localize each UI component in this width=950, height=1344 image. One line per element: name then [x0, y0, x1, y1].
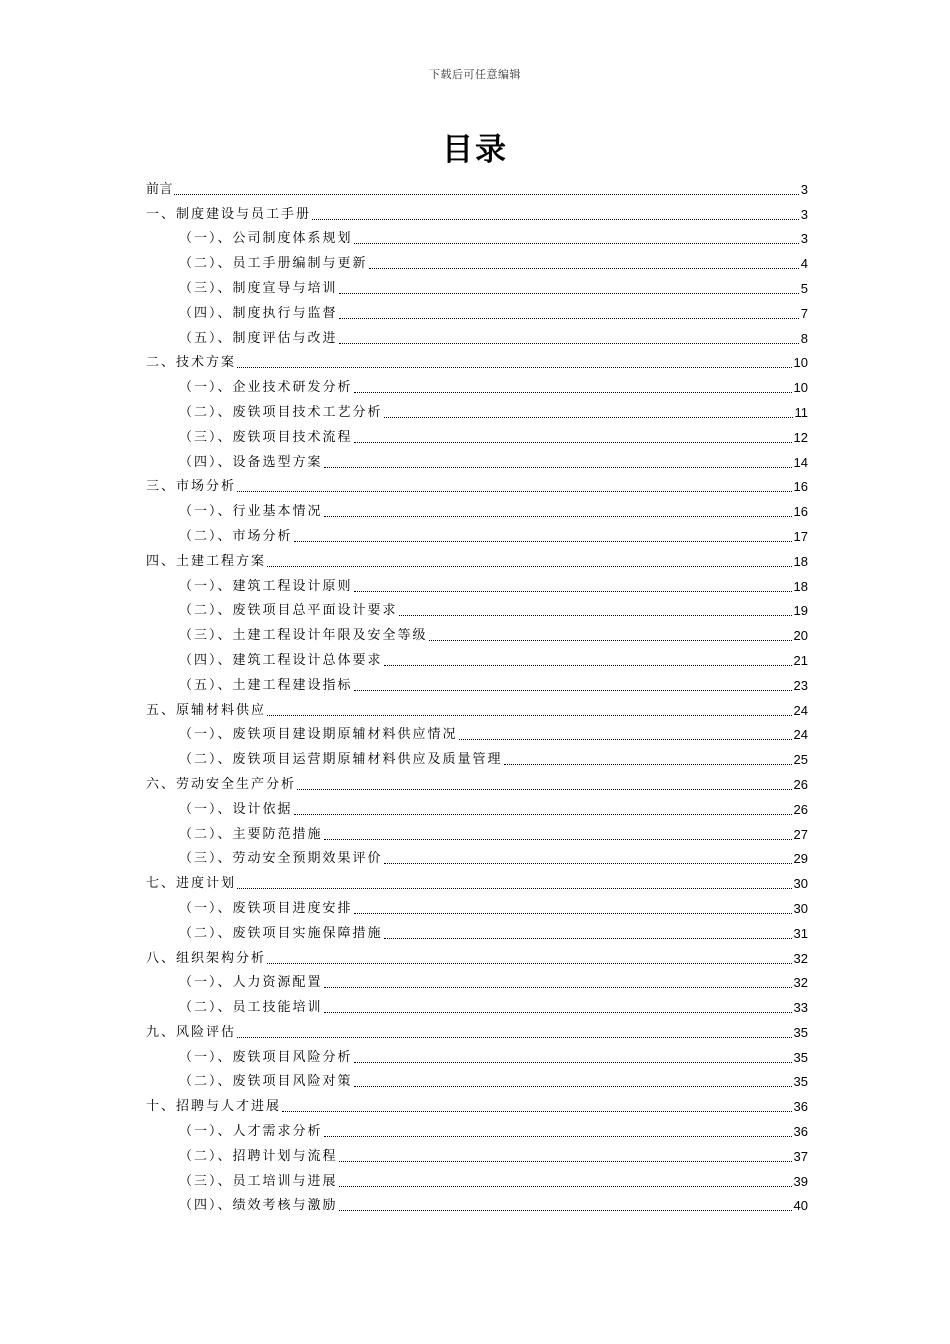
toc-entry-page-number: 18	[793, 578, 808, 594]
toc-entry-page-number: 35	[793, 1049, 808, 1065]
toc-entry-label: （二）、市场分析	[179, 528, 293, 544]
toc-section-entry[interactable]	[146, 893, 808, 918]
toc-dot-leader	[384, 863, 792, 864]
toc-dot-leader	[324, 516, 792, 517]
toc-entry-label: 一、制度建设与员工手册	[146, 206, 312, 222]
toc-entry-label: （一）、废铁项目风险分析	[179, 1049, 353, 1065]
toc-chapter-entry[interactable]	[146, 1091, 808, 1116]
toc-entry-page-number: 16	[793, 504, 808, 520]
toc-section-entry[interactable]	[146, 1166, 808, 1191]
toc-entry-page-number: 17	[793, 528, 808, 544]
toc-entry-label: （一）、企业技术研发分析	[179, 380, 353, 396]
toc-entry-page-number: 32	[793, 950, 808, 966]
toc-section-entry[interactable]	[146, 571, 808, 596]
toc-entry-page-number: 31	[793, 925, 808, 941]
toc-chapter-entry[interactable]	[146, 472, 808, 497]
toc-entry-page-number: 26	[793, 801, 808, 817]
toc-entry-label: （一）、人才需求分析	[179, 1124, 323, 1140]
toc-entry-label: 九、风险评估	[146, 1024, 237, 1040]
toc-entry-page-number: 32	[793, 975, 808, 991]
toc-section-entry[interactable]	[146, 298, 808, 323]
toc-entry-page-number: 7	[800, 305, 808, 321]
toc-section-entry[interactable]	[146, 496, 808, 521]
toc-dot-leader	[339, 318, 799, 319]
toc-entry-label: （五）、土建工程建设指标	[179, 677, 353, 693]
toc-section-entry[interactable]	[146, 844, 808, 869]
toc-dot-leader	[282, 1111, 792, 1112]
toc-entry-label: （二）、废铁项目实施保障措施	[179, 925, 383, 941]
toc-entry-page-number: 36	[793, 1124, 808, 1140]
toc-entry-page-number: 10	[793, 380, 808, 396]
toc-chapter-entry[interactable]	[146, 199, 808, 224]
toc-entry-label: （五）、制度评估与改进	[179, 330, 338, 346]
toc-entry-page-number: 37	[793, 1148, 808, 1164]
toc-entry-label: 五、原辅材料供应	[146, 702, 267, 718]
toc-entry-label: （一）、公司制度体系规划	[179, 231, 353, 247]
toc-entry-label: （四）、建筑工程设计总体要求	[179, 652, 383, 668]
toc-chapter-entry[interactable]	[146, 348, 808, 373]
toc-dot-leader	[429, 640, 792, 641]
toc-dot-leader	[339, 343, 799, 344]
toc-dot-leader	[237, 367, 792, 368]
toc-entry-page-number: 24	[793, 702, 808, 718]
toc-entry-page-number: 14	[793, 454, 808, 470]
toc-entry-page-number: 33	[793, 1000, 808, 1016]
toc-entry-label: （二）、招聘计划与流程	[179, 1148, 338, 1164]
toc-entry-page-number: 10	[793, 355, 808, 371]
toc-entry-label: 三、市场分析	[146, 479, 237, 495]
toc-entry-page-number: 19	[793, 603, 808, 619]
toc-chapter-entry[interactable]	[146, 695, 808, 720]
toc-entry-label: （二）、员工手册编制与更新	[179, 256, 368, 272]
toc-section-entry[interactable]	[146, 720, 808, 745]
toc-entry-label: 六、劳动安全生产分析	[146, 776, 297, 792]
toc-entry-page-number: 18	[793, 553, 808, 569]
header-note: 下载后可任意编辑	[429, 68, 521, 81]
toc-section-entry[interactable]	[146, 422, 808, 447]
toc-dot-leader	[237, 888, 792, 889]
table-of-contents	[146, 174, 808, 1215]
toc-section-entry[interactable]	[146, 1191, 808, 1216]
toc-entry-page-number: 4	[800, 256, 808, 272]
toc-entry-label: （三）、废铁项目技术流程	[179, 429, 353, 445]
toc-entry-label: （一）、行业基本情况	[179, 504, 323, 520]
toc-dot-leader	[294, 541, 792, 542]
toc-section-entry[interactable]	[146, 1141, 808, 1166]
toc-dot-leader	[354, 591, 792, 592]
toc-entry-page-number: 23	[793, 677, 808, 693]
toc-dot-leader	[324, 839, 792, 840]
toc-entry-page-number: 20	[793, 628, 808, 644]
toc-entry-page-number: 39	[793, 1173, 808, 1189]
toc-entry-label: （二）、主要防范措施	[179, 826, 323, 842]
toc-dot-leader	[324, 1012, 792, 1013]
toc-dot-leader	[267, 566, 792, 567]
toc-entry-page-number: 29	[793, 851, 808, 867]
toc-dot-leader	[324, 987, 792, 988]
toc-section-entry[interactable]	[146, 819, 808, 844]
toc-entry-label: （四）、制度执行与监督	[179, 305, 338, 321]
toc-dot-leader	[339, 293, 799, 294]
toc-entry-page-number: 25	[793, 752, 808, 768]
toc-entry-label: （三）、土建工程设计年限及安全等级	[179, 628, 428, 644]
toc-entry-label: （三）、劳动安全预期效果评价	[179, 851, 383, 867]
toc-entry-label: （二）、废铁项目运营期原辅材料供应及质量管理	[179, 752, 503, 768]
toc-section-entry[interactable]	[146, 918, 808, 943]
toc-dot-leader	[297, 789, 792, 790]
toc-section-entry[interactable]	[146, 397, 808, 422]
toc-dot-leader	[459, 739, 792, 740]
toc-entry-page-number: 3	[800, 231, 808, 247]
toc-entry-page-number: 27	[793, 826, 808, 842]
toc-entry-label: （一）、废铁项目建设期原辅材料供应情况	[179, 727, 458, 743]
toc-entry-page-number: 30	[793, 876, 808, 892]
toc-dot-leader	[399, 615, 792, 616]
toc-entry-page-number: 11	[794, 404, 808, 420]
toc-entry-label: （一）、设计依据	[179, 801, 293, 817]
toc-section-entry[interactable]	[146, 521, 808, 546]
toc-dot-leader	[267, 963, 792, 964]
toc-section-entry[interactable]	[146, 794, 808, 819]
toc-dot-leader	[354, 1062, 792, 1063]
toc-section-entry[interactable]	[146, 670, 808, 695]
toc-dot-leader	[384, 665, 792, 666]
toc-dot-leader	[339, 1210, 792, 1211]
toc-dot-leader	[384, 417, 793, 418]
toc-entry-page-number: 24	[793, 727, 808, 743]
toc-dot-leader	[504, 764, 792, 765]
toc-entry-page-number: 3	[800, 181, 808, 197]
toc-section-entry[interactable]	[146, 1116, 808, 1141]
toc-section-entry[interactable]	[146, 620, 808, 645]
toc-entry-page-number: 26	[793, 776, 808, 792]
toc-entry-label: （四）、绩效考核与激励	[179, 1198, 338, 1214]
toc-entry-label: （二）、员工技能培训	[179, 1000, 323, 1016]
toc-entry-label: （三）、员工培训与进展	[179, 1173, 338, 1189]
toc-dot-leader	[339, 1186, 792, 1187]
toc-entry-page-number: 21	[793, 652, 808, 668]
toc-entry-label: 八、组织架构分析	[146, 950, 267, 966]
toc-entry-label: （二）、废铁项目总平面设计要求	[179, 603, 398, 619]
toc-entry-page-number: 36	[793, 1099, 808, 1115]
toc-section-entry[interactable]	[146, 323, 808, 348]
toc-section-entry[interactable]	[146, 645, 808, 670]
toc-section-entry[interactable]	[146, 1067, 808, 1092]
toc-dot-leader	[237, 1037, 792, 1038]
toc-entry-label: 十、招聘与人才进展	[146, 1099, 282, 1115]
toc-section-entry[interactable]	[146, 744, 808, 769]
toc-entry-label: 七、进度计划	[146, 876, 237, 892]
toc-section-entry[interactable]	[146, 1042, 808, 1067]
toc-dot-leader	[354, 690, 792, 691]
toc-section-entry[interactable]	[146, 248, 808, 273]
toc-dot-leader	[384, 938, 792, 939]
toc-section-entry[interactable]	[146, 596, 808, 621]
toc-dot-leader	[324, 1136, 792, 1137]
toc-entry-label: （三）、制度宣导与培训	[179, 280, 338, 296]
toc-chapter-entry[interactable]	[146, 546, 808, 571]
toc-entry-label: （二）、废铁项目风险对策	[179, 1074, 353, 1090]
toc-chapter-entry[interactable]	[146, 769, 808, 794]
toc-dot-leader	[267, 715, 792, 716]
toc-section-entry[interactable]	[146, 447, 808, 472]
toc-dot-leader	[174, 194, 799, 195]
toc-dot-leader	[312, 219, 799, 220]
toc-dot-leader	[294, 814, 792, 815]
toc-chapter-entry[interactable]	[146, 1017, 808, 1042]
toc-entry-label: （二）、废铁项目技术工艺分析	[179, 404, 383, 420]
toc-section-entry[interactable]	[146, 992, 808, 1017]
toc-dot-leader	[339, 1161, 792, 1162]
toc-entry-page-number: 35	[793, 1074, 808, 1090]
toc-dot-leader	[354, 442, 792, 443]
toc-section-entry[interactable]	[146, 273, 808, 298]
toc-chapter-entry[interactable]	[146, 868, 808, 893]
toc-entry-page-number: 8	[800, 330, 808, 346]
toc-dot-leader	[324, 467, 792, 468]
toc-entry-page-number: 3	[800, 206, 808, 222]
page-title: 目录	[442, 132, 508, 168]
toc-dot-leader	[369, 268, 799, 269]
toc-dot-leader	[354, 1086, 792, 1087]
toc-dot-leader	[354, 392, 792, 393]
toc-section-entry[interactable]	[146, 372, 808, 397]
toc-entry-label: 二、技术方案	[146, 355, 237, 371]
toc-entry-label: （四）、设备选型方案	[179, 454, 323, 470]
toc-section-entry[interactable]	[146, 968, 808, 993]
toc-entry-page-number: 40	[793, 1198, 808, 1214]
toc-entry-label: （一）、废铁项目进度安排	[179, 900, 353, 916]
toc-chapter-entry[interactable]	[146, 943, 808, 968]
toc-chapter-entry[interactable]	[146, 174, 808, 199]
toc-dot-leader	[354, 243, 799, 244]
toc-section-entry[interactable]	[146, 224, 808, 249]
toc-entry-page-number: 35	[793, 1024, 808, 1040]
toc-entry-page-number: 12	[793, 429, 808, 445]
toc-entry-page-number: 5	[800, 280, 808, 296]
toc-dot-leader	[237, 491, 792, 492]
toc-entry-page-number: 30	[793, 900, 808, 916]
toc-entry-label: 四、土建工程方案	[146, 553, 267, 569]
toc-dot-leader	[354, 913, 792, 914]
toc-entry-label: （一）、建筑工程设计原则	[179, 578, 353, 594]
toc-entry-label: （一）、人力资源配置	[179, 975, 323, 991]
toc-entry-label: 前言	[146, 181, 174, 197]
toc-entry-page-number: 16	[793, 479, 808, 495]
